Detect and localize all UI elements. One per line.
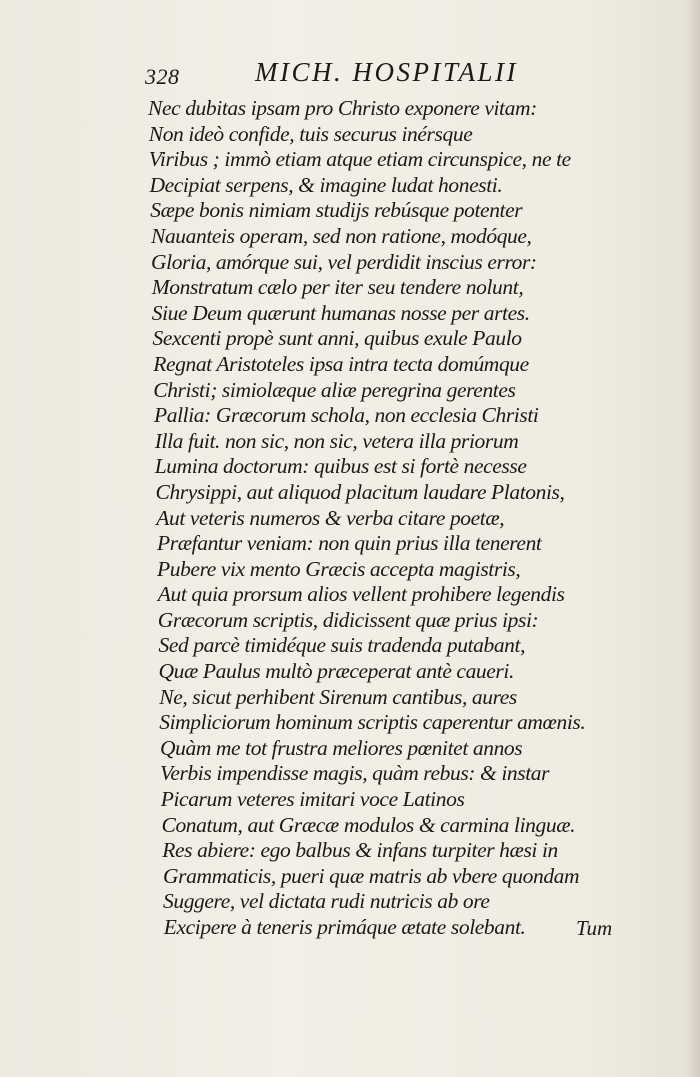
- verse-block: [148, 96, 618, 941]
- verse-line: Pallia: Græcorum schola, non ecclesia Christi: [154, 403, 539, 428]
- verse-line: Præfantur veniam: non quin prius illa tenerent: [157, 531, 542, 556]
- verse-line: Christi; simiolæque aliæ peregrina gerentes: [153, 377, 516, 402]
- verse-line: Ne, sicut perhibent Sirenum cantibus, aures: [159, 684, 517, 709]
- verse-line: Quæ Paulus multò præceperat antè caueri.: [158, 659, 514, 684]
- verse-line: Sæpe bonis nimiam studijs rebúsque potenter: [150, 198, 523, 223]
- verse-line: Non ideò confide, tuis securus inérsque: [148, 121, 473, 146]
- verse-line: Illa fuit. non sic, non sic, vetera illa priorum: [154, 428, 519, 453]
- verse-line: Monstratum cælo per iter seu tendere nolunt,: [151, 275, 524, 300]
- catchword: Tum: [576, 916, 613, 940]
- verse-line: Quàm me tot frustra meliores pœnitet annos: [160, 735, 523, 760]
- verse-line: Excipere à teneris primáque ætate solebant.: [163, 915, 526, 939]
- verse-line: Res abiere: ego balbus & infans turpiter hæsi in: [162, 838, 558, 863]
- verse-line: Verbis impendisse magis, quàm rebus: & instar: [160, 761, 550, 786]
- page-header: [145, 57, 525, 91]
- verse-line: Siue Deum quærunt humanas nosse per artes.: [151, 300, 530, 325]
- verse-line: Conatum, aut Græcæ modulos & carmina linguæ.: [161, 812, 576, 837]
- page-edge-shadow: [686, 0, 700, 1077]
- verse-line: Decipiat serpens, & imagine ludat honesti.: [149, 172, 503, 197]
- verse-line: Grammaticis, pueri quæ matris ab vbere quondam: [163, 863, 580, 888]
- verse-line: Chrysippi, aut aliquod placitum laudare Platonis,: [155, 479, 565, 504]
- running-head: MICH. HOSPITALII: [255, 57, 518, 87]
- verse-line: Picarum veteres imitari voce Latinos: [160, 787, 465, 812]
- verse-line: Lumina doctorum: quibus est si fortè necesse: [154, 454, 527, 479]
- verse-line: Pubere vix mento Græcis accepta magistris,: [157, 556, 521, 581]
- page-number: 328: [145, 64, 180, 89]
- verse-line: Aut veteris numeros & verba citare poetæ,: [156, 505, 505, 530]
- verse-line: Nec dubitas ipsam pro Christo exponere vitam:: [148, 96, 537, 120]
- verse-line: Suggere, vel dictata rudi nutricis ab ore: [163, 889, 490, 914]
- verse-line: Sed parcè timidéque suis tradenda putabant,: [158, 633, 526, 658]
- verse-line: Regnat Aristoteles ipsa intra tecta domúmque: [153, 351, 529, 376]
- verse-line: Viribus ; immò etiam atque etiam circunspice, ne te: [148, 147, 571, 172]
- verse-line: Aut quia prorsum alios vellent prohibere legendis: [157, 582, 565, 607]
- verse-line: Gloria, amórque sui, vel perdidit inscius error:: [151, 249, 537, 274]
- verse-line: Nauanteis operam, sed non ratione, modóque,: [151, 223, 532, 248]
- verse-line: Græcorum scriptis, didicissent quæ prius ipsi:: [157, 607, 539, 632]
- verse-line: Simpliciorum hominum scriptis caperentur amœnis.: [159, 710, 586, 735]
- verse-line: Sexcenti propè sunt anni, quibus exule Paulo: [152, 326, 522, 351]
